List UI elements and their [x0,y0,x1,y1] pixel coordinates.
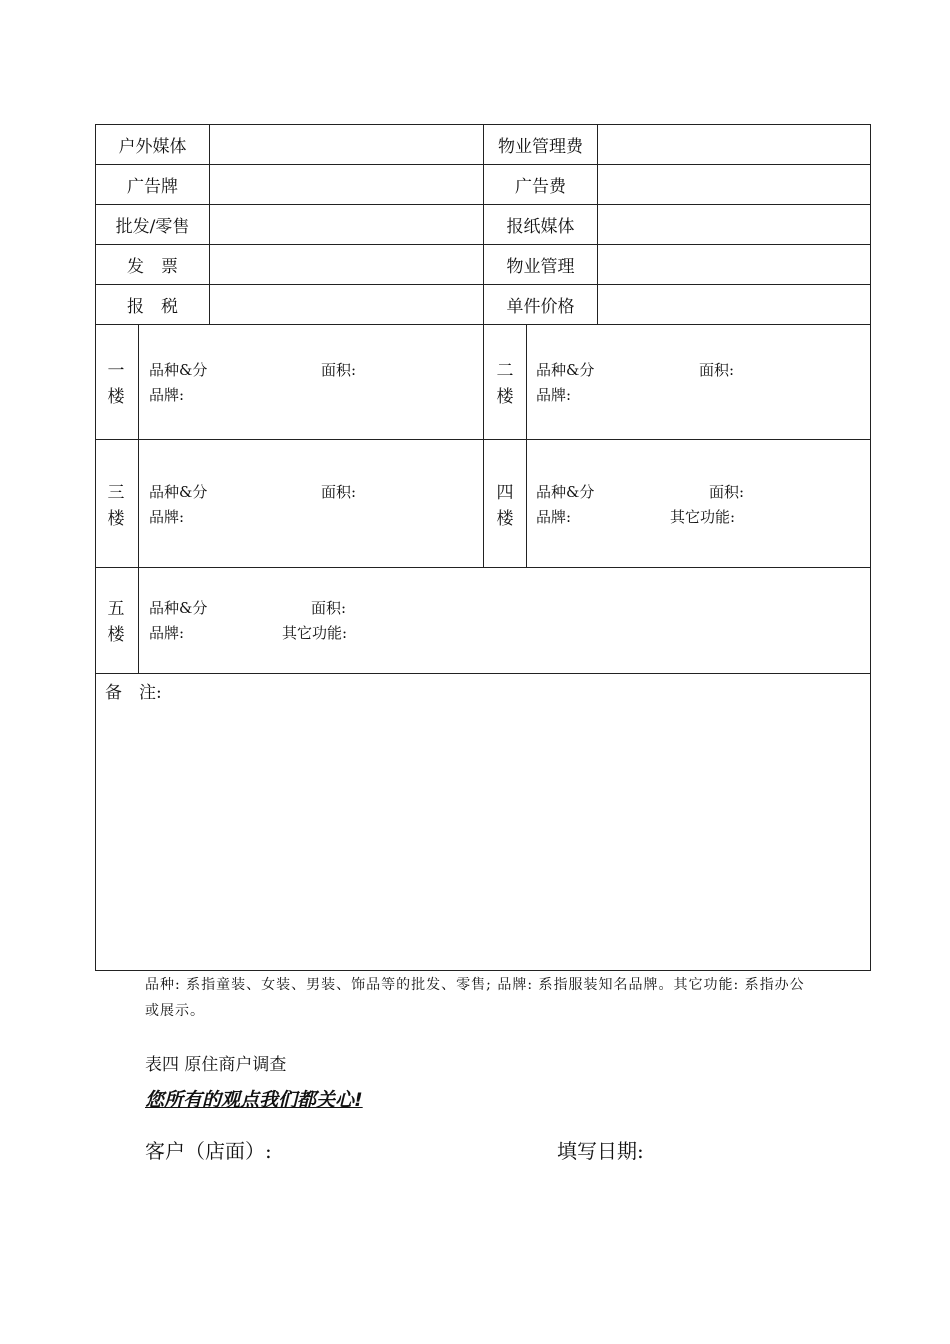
label-billboard: 广告牌 [127,177,178,197]
label-unit-price: 单件价格 [506,297,575,317]
floor-5-area: 面积: [311,599,347,617]
value-outdoor-media[interactable] [210,125,483,164]
label-property-management: 物业管理 [506,257,575,277]
floor-5-other: 其它功能: [282,624,348,642]
value-invoice[interactable] [210,245,483,284]
floor-5-brand: 品牌: [149,624,185,642]
value-tax[interactable] [210,285,483,324]
floor-2-variety: 品种&分 [536,361,595,379]
floor-4-area: 面积: [709,483,745,501]
footnote: 品种: 系指童装、女装、男装、饰品等的批发、零售; 品牌: 系指服装知名品牌。其它功能: 系指办公或展示。 [145,977,805,1019]
floor-2-brand: 品牌: [536,386,572,404]
value-ad-fee[interactable] [598,165,870,204]
floor-3-area: 面积: [321,483,357,501]
floor-2-label: 二楼 [496,361,514,407]
remarks-field[interactable] [96,705,870,969]
floor-1-brand: 品牌: [149,386,185,404]
customer-label: 客户（店面）: [145,1139,272,1163]
label-property-fee: 物业管理费 [498,137,583,157]
slogan: 您所有的观点我们都关心! [145,1089,363,1111]
floor-3-variety: 品种&分 [149,483,208,501]
value-property-management[interactable] [598,245,870,284]
floor-5-label: 五楼 [107,599,125,645]
floor-3-brand: 品牌: [149,508,185,526]
floor-1-label: 一楼 [107,361,125,407]
label-ad-fee: 广告费 [515,177,566,197]
value-billboard[interactable] [210,165,483,204]
label-outdoor-media: 户外媒体 [118,137,187,157]
label-newspaper-media: 报纸媒体 [506,217,575,237]
table-title: 表四 原住商户调查 [145,1055,287,1075]
value-wholesale-retail[interactable] [210,205,483,244]
floor-3-label: 三楼 [107,483,125,529]
label-tax: 报 税 [127,297,178,317]
floor-4-other: 其它功能: [670,508,736,526]
floor-4-label: 四楼 [496,483,514,529]
label-wholesale-retail: 批发/零售 [115,217,190,237]
value-property-fee[interactable] [598,125,870,164]
remarks-label: 备 注: [105,683,162,703]
floor-2-area: 面积: [699,361,735,379]
floor-1-area: 面积: [321,361,357,379]
floor-5-variety: 品种&分 [149,599,208,617]
floor-4-brand: 品牌: [536,508,572,526]
value-newspaper-media[interactable] [598,205,870,244]
floor-1-variety: 品种&分 [149,361,208,379]
floor-4-variety: 品种&分 [536,483,595,501]
value-unit-price[interactable] [598,285,870,324]
label-invoice: 发 票 [127,257,178,277]
date-label: 填写日期: [557,1139,644,1163]
